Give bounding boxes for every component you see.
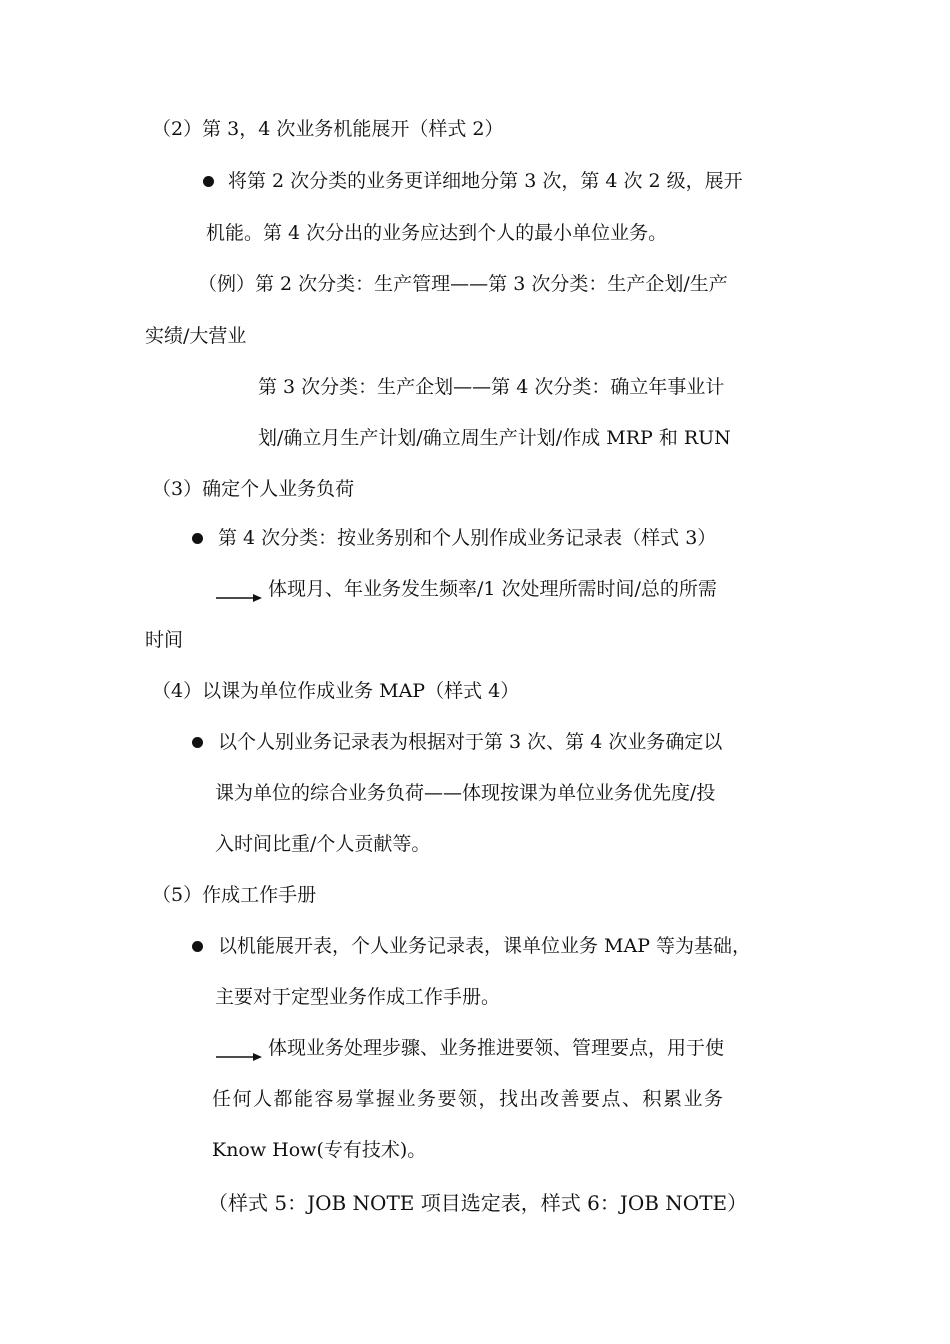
s4-bullet-line-1: 以个人别业务记录表为根据对于第 3 次、第 4 次业务确定以: [218, 731, 723, 753]
s2-example-2-line-1: 第 3 次分类：生产企划——第 4 次分类：确立年事业计: [258, 376, 725, 398]
s2-example-2-line-2: 划/确立月生产计划/确立周生产计划/作成 MRP 和 RUN: [258, 427, 731, 449]
s5-arrow-line-1: 体现业务处理步骤、业务推进要领、管理要点，用于使: [268, 1037, 725, 1059]
s5-bullet-line-2: 主要对于定型业务作成工作手册。: [215, 986, 501, 1008]
s5-bullet-line-1: 以机能展开表，个人业务记录表，课单位业务 MAP 等为基础，: [218, 935, 752, 957]
s3-arrow-line-1: 体现月、年业务发生频率/1 次处理所需时间/总的所需: [268, 578, 717, 600]
section-4-heading: （4）以课为单位作成业务 MAP（样式 4）: [152, 680, 520, 702]
s5-arrow-line-3: Know How(专有技术)。: [212, 1139, 427, 1161]
section-3-heading: （3）确定个人业务负荷: [152, 478, 355, 500]
s4-bullet-line-2: 课为单位的综合业务负荷——体现按课为单位业务优先度/投: [215, 782, 716, 804]
bullet-icon: [203, 176, 214, 187]
s3-arrow-line-2: 时间: [145, 629, 184, 651]
s2-example-1-line-1: （例）第 2 次分类：生产管理——第 3 次分类：生产企划/生产: [198, 273, 728, 295]
arrow-right-icon: [216, 592, 262, 604]
s2-bullet-line-1: 将第 2 次分类的业务更详细地分第 3 次，第 4 次 2 级，展开: [228, 170, 743, 192]
s2-example-1-line-2: 实绩/大营业: [145, 325, 247, 347]
s4-bullet-line-3: 入时间比重/个人贡献等。: [215, 833, 431, 855]
s5-arrow-line-2: 任何人都能容易掌握业务要领，找出改善要点、积累业务: [212, 1088, 725, 1110]
s3-bullet-line-1: 第 4 次分类：按业务别和个人别作成业务记录表（样式 3）: [218, 527, 717, 549]
bullet-icon: [192, 737, 203, 748]
bullet-icon: [192, 941, 203, 952]
s5-style-note: （样式 5：JOB NOTE 项目选定表，样式 6：JOB NOTE）: [208, 1191, 748, 1215]
section-5-heading: （5）作成工作手册: [152, 884, 317, 906]
arrow-right-icon: [216, 1051, 262, 1063]
section-2-heading: （2）第 3，4 次业务机能展开（样式 2）: [152, 118, 504, 140]
s2-bullet-line-2: 机能。第 4 次分出的业务应达到个人的最小单位业务。: [206, 222, 668, 244]
bullet-icon: [192, 533, 203, 544]
